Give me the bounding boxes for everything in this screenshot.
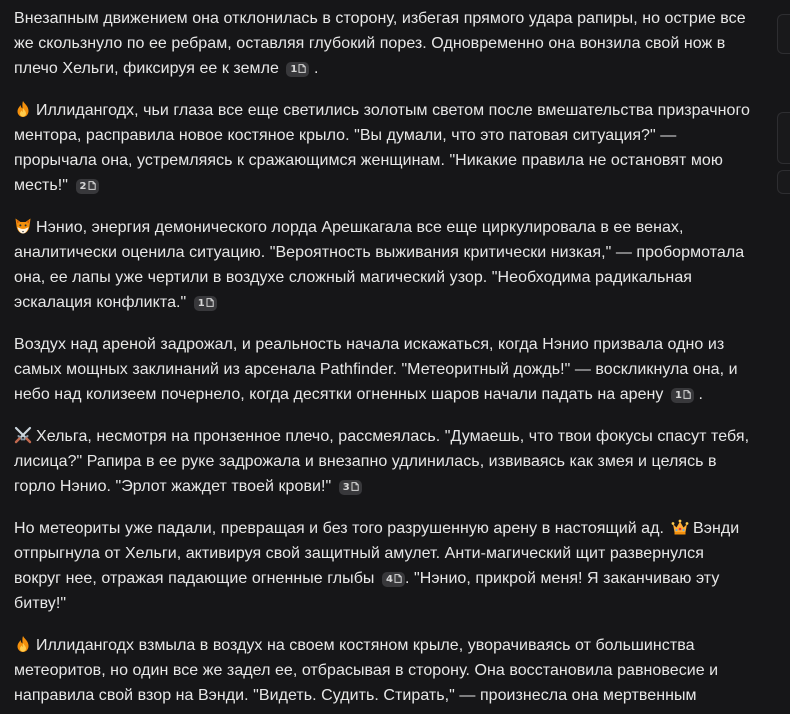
side-panel-tab-middle[interactable] [777,112,790,164]
fire-icon [14,635,32,653]
document-icon [683,390,691,399]
story-paragraph-6 [14,516,754,616]
paragraph-text: Нэнио, энергия демонического лорда Арешкагала все еще циркулировала в ее венах, аналитически оценила ситуацию. "Вероятность выживания критически низкая," — пробормотала она, ее лапы уже чертили в воздухе сложный магический узор. "Необходима радикальная эскалация конфликта." [14,219,745,311]
paragraph-text: Иллидангодх взмыла в воздух на своем костяном крыле, уворачиваясь от большинства метеоритов, но один все же задел ее, отбрасывая в сторону. Она восстановила равновесие и направила свой взор на Вэнди. "Видеть. Судить. Стирать," — произнесла она мертвенным [14,637,719,704]
story-paragraph-3 [14,215,754,315]
paragraph-tail: . [313,60,319,77]
citation-number: 1 [197,298,205,309]
citation-chip[interactable] [671,388,694,403]
paragraph-tail: . "Нэнио, прикрой меня! Я заканчиваю эту битву!" [14,570,720,612]
document-icon [88,181,96,190]
fire-icon [14,100,32,118]
document-icon [351,482,359,491]
story-paragraph-2 [14,98,754,198]
citation-chip[interactable] [194,296,217,311]
message-content [14,6,754,714]
citation-number: 3 [342,482,350,493]
side-panel-tab-top[interactable] [777,14,790,54]
citation-chip[interactable] [382,572,405,587]
citation-number: 4 [386,574,394,585]
paragraph-text: Воздух над ареной задрожал, и реальность начала искажаться, когда Нэнио призвала одно из самых мощных заклинаний из арсенала Pathfinder. "Метеоритный дождь!" — воскликнула она, и небо над колизеем почернело, когда десятки огненных шаров начали падать на арену [14,336,738,403]
paragraph-tail: . [698,386,703,403]
citation-number: 1 [674,390,682,401]
story-paragraph-5 [14,424,754,499]
citation-chip[interactable] [286,62,309,77]
fox-icon [14,217,32,235]
citation-number: 2 [79,181,87,192]
story-paragraph-1 [14,6,754,81]
paragraph-text: Иллидангодх, чьи глаза все еще светились золотым светом после вмешательства призрачного ментора, расправила новое костяное крыло. "Вы думали, что это патовая ситуация?" — прорычала она, устремляясь к сражающимся женщинам. "Никакие правила не остановят мою месть!" [14,102,750,194]
paragraph-text: Но метеориты уже падали, превращая и без того разрушенную арену в настоящий ад. [14,520,665,537]
document-icon [206,298,214,307]
citation-chip[interactable] [339,480,362,495]
story-paragraph-4 [14,332,754,407]
paragraph-text: Хельга, несмотря на пронзенное плечо, рассмеялась. "Думаешь, что твои фокусы спасут тебя, лисица?" Рапира в ее руке задрожала и внезапно удлинилась, извиваясь как змея и целясь в горло Нэнио. "Эрлот жаждет твоей крови!" [14,428,750,495]
citation-number: 1 [290,64,298,75]
document-icon [298,64,306,73]
side-panel-tab-bottom[interactable] [777,170,790,194]
document-icon [394,574,402,583]
crown-icon [671,518,689,536]
crossed-swords-icon [14,426,32,444]
paragraph-text: Внезапным движением она отклонилась в сторону, избегая прямого удара рапиры, но острие все же скользнуло по ее ребрам, оставляя глубокий порез. Одновременно она вонзила свой нож в плечо Хельги, фиксируя ее к земле [14,10,746,77]
story-paragraph-7 [14,633,754,708]
paragraph-text-continued: Вэнди отпрыгнула от Хельги, активируя свой защитный амулет. Анти-магический щит развернулся вокруг нее, отражая падающие огненные глыбы [14,520,740,587]
citation-chip[interactable] [76,179,99,194]
